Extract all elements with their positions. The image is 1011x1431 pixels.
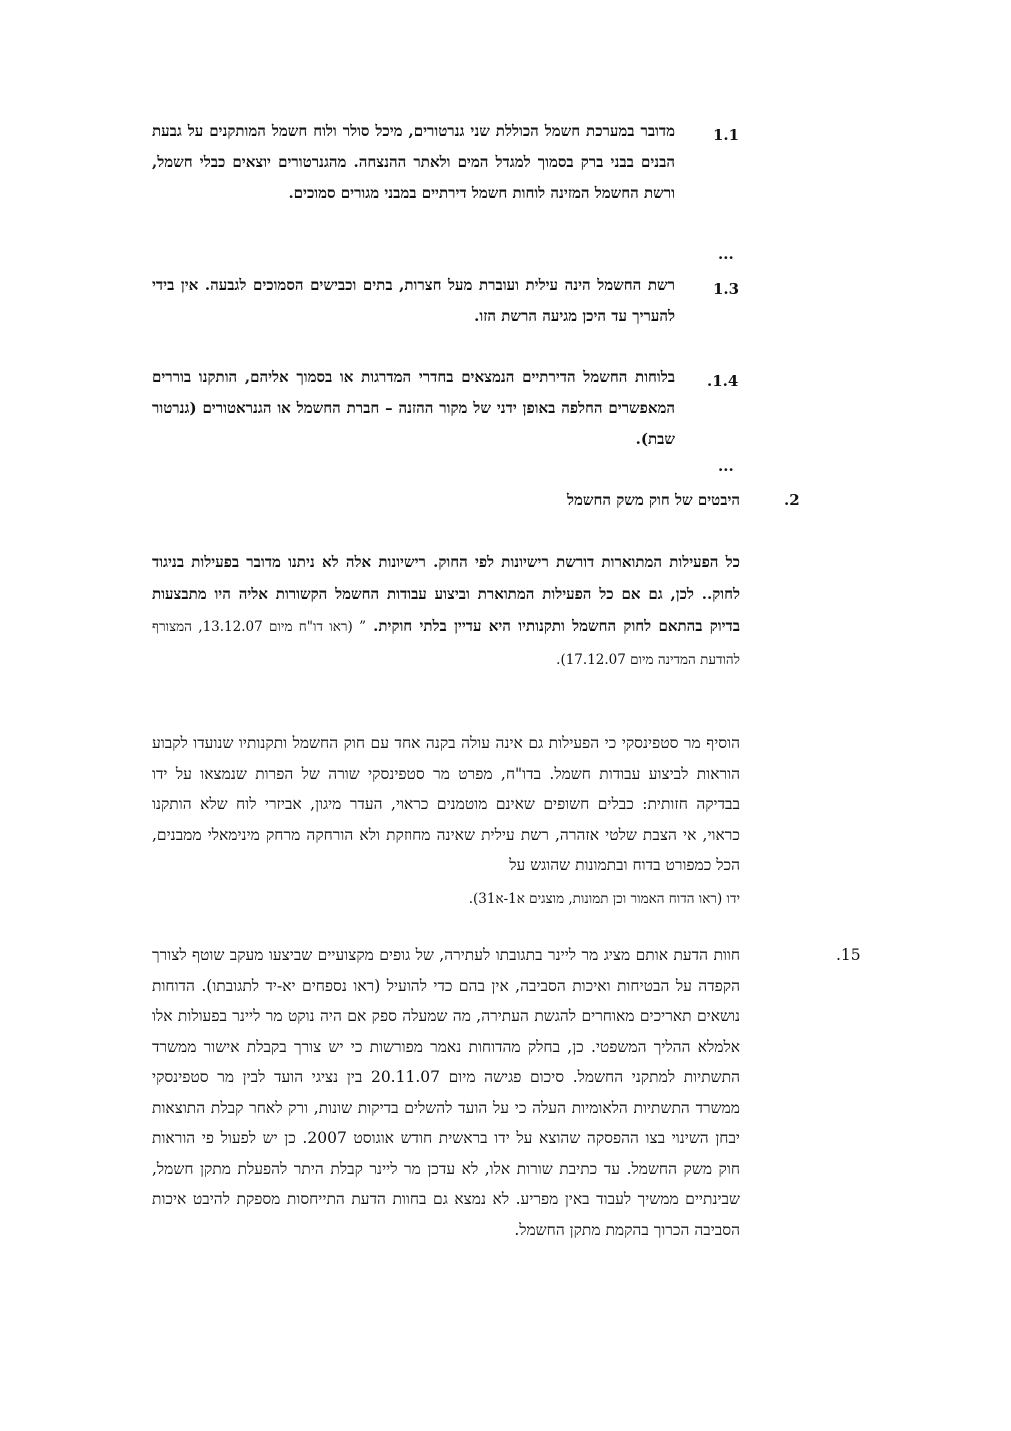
paragraph: הוסיף מר סטפינסקי כי הפעילות גם אינה עולה בקנה אחד עם חוק החשמל ותקנותיו שנועדו לקבוע הוראות לביצוע עבודות חשמל. בדו"ח, מפרט מר סטפינסקי שורה של הפרות שנמצאו על ידו בבדיקה חזותית: כבלים חשופים שאינם מוטמנים כראוי, העדר מיגון, אביזרי לוח שלא הותקנו כראוי, אי הצבת שלטי אזהרה, רשת עילית שאינה מחוזקת ולא הורחקה מרחק מינימאלי ממבנים, הכל כמפורט בדוח ובתמונות שהוגש על [152,734,740,874]
item-number: 1.3 [713,280,740,298]
item-number: 1.1 [713,126,740,144]
paragraph: חוות הדעת אותם מציג מר ליינר בתגובתו לעתירה, של גופים מקצועיים שביצעו מעקב שוטף לצורך הקפדה על הבטיחות ואיכות הסביבה, אין בהם כדי להועיל (ראו נספחים יא-יד לתגובתו). הדוחות נושאים תאריכים מאוחרים להגשת העתירה, מה שמעלה ספק אם היה נוקט מר ליינר בפעולות אלו אלמלא ההליך המשפטי. כן, בחלק מהדוחות נאמר מפורשות כי יש צורך בקבלת אישור ממשרד התשתיות למתקני החשמל. סיכום פגישה מיום 20.11.07 בין נציגי הועד לבין מר סטפינסקי ממשרד התשתיות הלאומיות העלה כי על הועד להשלים בדיקות שונות, ורק לאחר קבלת התוצאות יבחן השינוי בצו ההפסקה שהוצא על ידו בראשית חודש אוגוסט 2007. כן יש לפעול פי הוראות חוק משק החשמל. עד כתיבת שורות אלו, לא עדכן מר ליינר קבלת היתר להפעלת מתקן חשמל, שבינתיים ממשיך לעבוד באין מפריע. לא נמצא גם בחוות הדעת התייחסות מספקת להיבט איכות הסביבה הכרוך בהקמת מתקן החשמל. [152,946,740,1239]
ellipsis: ... [718,457,734,475]
item-text: בלוחות החשמל הדירתיים הנמצאים בחדרי המדרגות או בסמוך אליהם, הותקנו בוררים המאפשרים החלפה באופן ידני של מקור ההזנה – חברת החשמל או הגנראטורים (גנרטור שבת). [152,368,675,448]
section-heading: היבטים של חוק משק החשמל [567,491,740,509]
item-number: .1.4 [707,372,739,390]
quote-text: כל הפעילות המתוארות דורשת רישיונות לפי החוק. רישיונות אלה לא ניתנו מדובר בפעילות בניגוד לחוק.. לכן, גם אם כל הפעילות המתוארת וביצוע עבודות החשמל הקשורות אליה היו מתבצעות בדיוק בהתאם לחוק החשמל ותקנותיו היא עדיין בלתי חוקית. [152,553,740,635]
item-text: רשת החשמל הינה עילית ועוברת מעל חצרות, בתים וכבישים הסמוכים לגבעה. אין בידי להעריך עד היכן מגיעה הרשת הזו. [152,276,675,325]
section-number: .2 [784,491,800,509]
paragraph-number: .15 [836,946,861,964]
quote-citation: ” (ראו דו"ח מיום 13.12.07, המצורף להודעת המדינה מיום 17.12.07). [152,619,740,668]
paragraph-last-line: ידו (ראו הדוח האמור וכן תמונות, מוצגים א1-א31). [468,891,740,907]
item-text: מדובר במערכת חשמל הכוללת שני גנרטורים, מיכל סולר ולוח חשמל המותקנים על גבעת הבנים בבני ברק בסמוך למגדל המים ולאתר ההנצחה. מהגנרטורים יוצאים כבלי חשמל, ורשת החשמל המזינה לוחות חשמל דירתיים במבני מגורים סמוכים. [152,122,675,202]
quote-block [152,546,740,676]
ellipsis: ... [718,245,734,263]
